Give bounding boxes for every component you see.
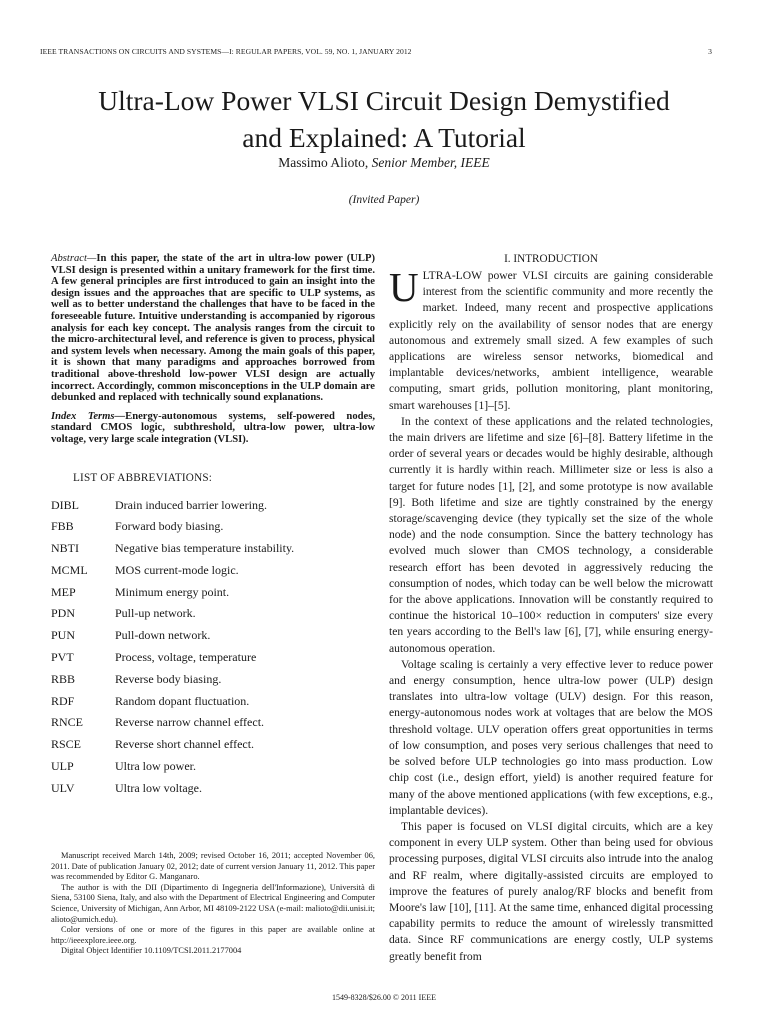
abstract-text: In this paper, the state of the art in ultra-low power (ULP) VLSI design is presented within a unitary framework for the first time. A few general principles are first introduced to gain an insight into the design issues and the approaches that are specific to ULP systems, as well as to better understand the challenges that have to be faced in the foreseeable future. Intuitive understanding is accompanied by rigorous analysis for each key concept. The analysis ranges from the circuit to the micro-architectural level, and reference is given to process, physical and system levels when necessary. Among the main goals of this paper, it is shown that many paradigms and approaches borrowed from traditional above-threshold low-power VLSI design are actually incorrect. Accordingly, common misconceptions in the ULP domain are debunked and replaced with technically sound explanations.: [51, 253, 375, 404]
abbreviation-key: ULP: [51, 759, 74, 774]
abbreviation-value: Process, voltage, temperature: [115, 650, 257, 665]
abbreviations-heading: LIST OF ABBREVIATIONS:: [73, 471, 213, 484]
abbreviation-value: Forward body biasing.: [115, 519, 224, 534]
abbreviation-row: [51, 498, 375, 520]
abbreviation-value: Minimum energy point.: [115, 584, 230, 599]
abbreviation-key: RSCE: [51, 737, 82, 752]
footnote-manuscript: Manuscript received March 14th, 2009; revised October 16, 2011; accepted November 06, 2011. Date of publication January 02, 2012; date of current version January 11, 2012. This paper was recommended by Editor G. Manganaro.: [51, 851, 375, 882]
author-name: Massimo Alioto,: [278, 155, 369, 170]
footnote: [51, 851, 375, 957]
abbreviation-key: DIBL: [51, 497, 79, 512]
abbreviation-key: RNCE: [51, 715, 84, 730]
footnote-doi: Digital Object Identifier 10.1109/TCSI.2011.2177004: [61, 946, 242, 956]
intro-paragraph-4: This paper is focused on VLSI digital circuits, which are a key component in every ULP system. Other than being used for obvious processing purposes, digital VLSI circuits also intrude into the analog and RF realm, where digitally-assisted circuits are employed to improve the features of purely analog/RF blocks and benefit from Moore's law [10], [11]. At the same time, enhanced digital processing capability permits to reduce the amount of wirelessly transmitted data. Since RF communications are energy costly, ULP systems greatly benefit from: [389, 819, 713, 963]
introduction-body: [389, 264, 713, 965]
copyright-footer: 1549-8328/$26.00 © 2011 IEEE: [332, 993, 436, 1002]
abbreviation-key: PDN: [51, 606, 76, 621]
abbreviation-key: MEP: [51, 584, 76, 599]
abbreviation-row: [51, 585, 375, 607]
index-terms-lead: Index Terms—: [51, 410, 126, 422]
intro-paragraph-1-text: LTRA-LOW power VLSI circuits are gaining considerable interest from the scientific community and more recently the market. Indeed, many recent and prospective applications explicitly rely on the availability of sensor nodes that are energy autonomous and extremely small sized. A few examples of such applications are wireless sensor networks, biomedical and implantable devices/networks, ambient intelligence, wearable computing, smart grids, pollution monitoring, plant monitoring, smart warehouses [1]–[5].: [389, 269, 713, 412]
right-column: [389, 253, 713, 965]
footnote-color: Color versions of one or more of the figures in this paper are available online at http://ieeexplore.ieee.org.: [51, 925, 375, 945]
abbreviation-value: Pull-up network.: [115, 606, 196, 621]
abbreviation-row: [51, 541, 375, 563]
index-terms: [51, 411, 375, 446]
abbreviation-key: FBB: [51, 519, 74, 534]
abbreviation-row: [51, 519, 375, 541]
abbreviation-row: [51, 650, 375, 672]
abbreviation-row: [51, 781, 375, 803]
abbreviation-row: [51, 672, 375, 694]
abbreviation-row: [51, 759, 375, 781]
abbreviation-value: Random dopant fluctuation.: [115, 693, 250, 708]
abbreviation-key: RDF: [51, 693, 75, 708]
footnote-author: The author is with the DII (Dipartimento di Ingegneria dell'Informazione), Università di Siena, 53100 Siena, Italy, and also with the Department of Electrical Engineering and Computer Science, University of Michigan, Ann Arbor, MI 48109-2122 USA (e-mail: malioto@dii.unisi.it; alioto@umich.edu).: [51, 882, 375, 924]
paper-title: [0, 82, 768, 156]
abbreviation-key: PUN: [51, 628, 76, 643]
left-column: [51, 253, 375, 803]
intro-paragraph-2: In the context of these applications and the related technologies, the main drivers are lifetime and size [6]–[8]. Battery lifetime in the order of several years or decades would be highly desirable, although currently it is hardly within reach. Millimeter size or less is also a target for future nodes [1], [2], and some prototype is now available [9]. Both lifetime and size are tightly constrained by the energy storage/scavenging device (they typically set the size of the whole node) and the node consumption. Since the battery technology has evolved much slower than CMOS technology, a considerable research effort has been devoted in aggressively reducing the consumption of nodes, which today can be well below the microwatt for the above applications. Innovation will be constantly required to continue the historical 10–100× reduction in computers' size every ten years according to the Bell's law [6], [7], while ensuring energy-autonomous operation.: [389, 414, 713, 655]
section-heading: I. INTRODUCTION: [504, 253, 598, 265]
abbreviation-key: PVT: [51, 650, 74, 665]
author-line: [0, 155, 768, 171]
abbreviation-row: [51, 563, 375, 585]
abbreviations-list: [51, 498, 375, 803]
abbreviation-key: ULV: [51, 780, 75, 795]
title-line-1: Ultra-Low Power VLSI Circuit Design Demystified: [98, 85, 670, 116]
intro-paragraph-3: Voltage scaling is certainly a very effective lever to reduce power and energy consumption, hence ultra-low power (ULP) design translates into ultra-low voltage (ULV) design. For this reason, energy-autonomous nodes work at voltages that are below the MOS threshold voltage. ULV operation offers great opportunities in terms of low consumption, and poses very serious challenges that need to be solved before ULP technologies go into mass production. Low chip cost (i.e., design effort, yield) is another required feature for many of the above mentioned applications (with few exceptions, e.g., implantable devices).: [389, 657, 713, 817]
abbreviation-row: [51, 715, 375, 737]
abstract: [51, 253, 375, 404]
drop-cap: U: [389, 264, 419, 310]
abbreviation-value: Negative bias temperature instability.: [115, 541, 295, 556]
abbreviation-value: Ultra low power.: [115, 759, 196, 774]
abbreviation-row: [51, 694, 375, 716]
abbreviation-key: RBB: [51, 671, 76, 686]
abstract-lead: Abstract—: [51, 253, 97, 264]
abbreviation-value: Ultra low voltage.: [115, 780, 202, 795]
abbreviation-value: Reverse short channel effect.: [115, 737, 255, 752]
abbreviation-key: MCML: [51, 562, 88, 577]
page-number: 3: [708, 47, 712, 56]
abbreviation-row: [51, 606, 375, 628]
index-terms-text: Energy-autonomous systems, self-powered nodes, standard CMOS logic, subthreshold, ultra-low power, ultra-low voltage, very large scale integration (VLSI).: [51, 410, 375, 445]
abbreviation-row: [51, 737, 375, 759]
title-line-2: and Explained: A Tutorial: [242, 122, 526, 153]
intro-paragraph-1: [389, 264, 713, 414]
abbreviation-value: Pull-down network.: [115, 628, 211, 643]
abbreviation-value: Reverse narrow channel effect.: [115, 715, 265, 730]
invited-paper-note: (Invited Paper): [348, 194, 420, 206]
abbreviation-key: NBTI: [51, 541, 79, 556]
abbreviation-row: [51, 628, 375, 650]
author-affiliation: Senior Member, IEEE: [371, 155, 490, 170]
running-head: [40, 47, 712, 56]
abbreviation-value: Reverse body biasing.: [115, 671, 222, 686]
abbreviation-value: MOS current-mode logic.: [115, 562, 239, 577]
abbreviation-value: Drain induced barrier lowering.: [115, 497, 267, 512]
journal-header: IEEE TRANSACTIONS ON CIRCUITS AND SYSTEMS—I: REGULAR PAPERS, VOL. 59, NO. 1, JANUARY 2012: [40, 47, 412, 56]
